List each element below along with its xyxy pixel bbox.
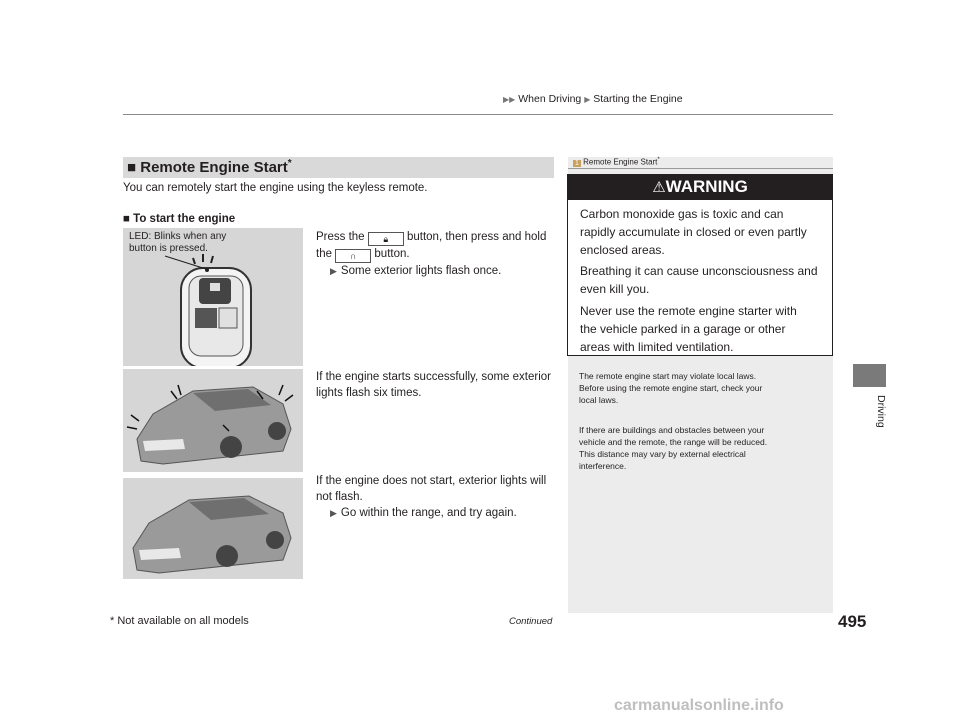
warning-paragraph-3: Never use the remote engine starter with the vehicle parked in a garage or other areas with limited ventilation. bbox=[580, 304, 797, 354]
continued-label: Continued bbox=[509, 616, 553, 627]
page-number: 495 bbox=[838, 612, 867, 631]
car-no-flash-image bbox=[123, 478, 303, 579]
note-marker-icon: 1 bbox=[575, 159, 579, 167]
section-bullet-icon: ■ bbox=[127, 159, 137, 176]
chapter-label: Driving bbox=[875, 395, 887, 428]
step-failure: If the engine does not start, exterior lights will not flash. ▶ Go within the range, and try again. bbox=[316, 475, 547, 519]
step-success: If the engine starts successfully, some exterior lights flash six times. bbox=[316, 371, 551, 399]
car-lights-flash-image bbox=[123, 369, 303, 472]
breadcrumb-arrow-icon: ▶▶ bbox=[503, 95, 516, 104]
step-press-buttons: Press the 🔒︎ button, then press and hold the ∩ button. ▶ Some exterior lights flash once. bbox=[316, 231, 547, 277]
side-note-heading: 1 Remote Engine Start* bbox=[575, 157, 660, 167]
result-arrow-icon: ▶ bbox=[330, 266, 337, 276]
warning-paragraph-2: Breathing it can cause unconsciousness and even kill you. bbox=[580, 264, 818, 296]
section-title: ■ Remote Engine Start* bbox=[127, 158, 292, 176]
chapter-tab bbox=[853, 364, 886, 387]
breadcrumb-item[interactable]: When Driving bbox=[518, 93, 582, 105]
watermark: carmanualsonline.info bbox=[614, 697, 784, 714]
note-paragraph-2: If there are buildings and obstacles between your vehicle and the remote, the range will be reduced. This distance may vary by external electrical interference. bbox=[579, 425, 768, 471]
result-arrow-icon: ▶ bbox=[330, 508, 337, 518]
car-illustration bbox=[123, 478, 303, 579]
subheading: ■ To start the engine bbox=[123, 213, 236, 225]
warning-header: ⚠WARNING bbox=[567, 174, 833, 200]
warning-triangle-icon: ⚠ bbox=[652, 179, 666, 196]
breadcrumb-item[interactable]: Starting the Engine bbox=[593, 93, 683, 105]
note-paragraph-1: The remote engine start may violate local laws. Before using the remote engine start, check your local laws. bbox=[579, 371, 763, 405]
side-note-divider bbox=[568, 168, 833, 169]
breadcrumb bbox=[503, 93, 683, 105]
breadcrumb-arrow-icon: ▶ bbox=[584, 95, 591, 104]
led-callout: LED: Blinks when any button is pressed. bbox=[129, 231, 227, 254]
warning-paragraph-1: Carbon monoxide gas is toxic and can rapidly accumulate in closed or even partly enclosed areas. bbox=[580, 207, 807, 257]
subheading-bullet-icon: ■ bbox=[123, 213, 130, 225]
car-flashing-illustration bbox=[123, 369, 303, 472]
lock-button-icon: 🔒︎ bbox=[368, 232, 404, 246]
intro-text: You can remotely start the engine using the keyless remote. bbox=[123, 182, 428, 194]
header-divider bbox=[123, 114, 833, 115]
footnote: * Not available on all models bbox=[110, 615, 249, 627]
remote-start-button-icon: ∩ bbox=[335, 249, 371, 263]
